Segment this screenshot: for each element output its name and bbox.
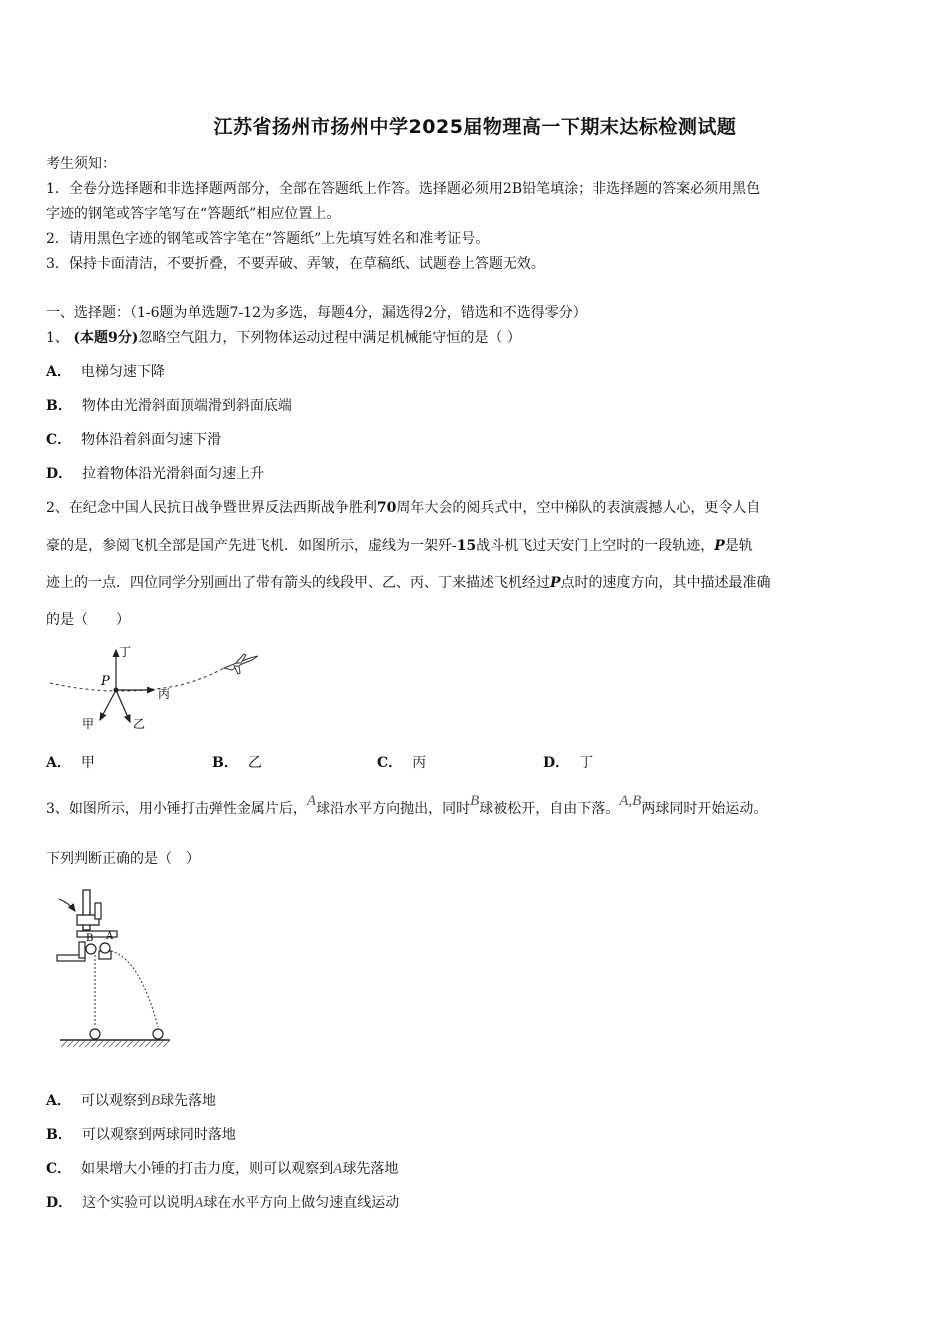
- question-3-option-c[interactable]: [46, 1158, 398, 1178]
- option-text: 丁: [579, 755, 594, 771]
- option-text: 物体沿着斜面匀速下滑: [81, 432, 222, 448]
- q3-text: 球沿水平方向抛出，同时: [316, 801, 471, 817]
- projectile-path: [111, 951, 158, 1027]
- option-letter: A．: [46, 364, 71, 380]
- q2-text: 点时的速度方向，其中描述最准确: [560, 575, 771, 591]
- label-bing: 丙: [158, 687, 171, 701]
- question-2-line-4: 的是（ ）: [46, 612, 130, 628]
- question-2-option-a[interactable]: [46, 752, 95, 772]
- question-3-line-2: 下列判断正确的是（ ）: [46, 851, 200, 867]
- option-text: 乙: [247, 755, 262, 771]
- page-title: 江苏省扬州市扬州中学2025届物理高一下期末达标检测试题: [213, 116, 737, 138]
- option-text: 拉着物体沿光滑斜面匀速上升: [82, 466, 265, 482]
- hammer-grip: [95, 903, 101, 919]
- q2-point-label: P: [714, 538, 725, 554]
- question-2-line-1: [46, 497, 760, 517]
- question-3-line-1: [46, 793, 768, 818]
- stand-post: [79, 942, 85, 958]
- label-b: B: [86, 933, 94, 944]
- label-p: P: [101, 674, 110, 689]
- option-text: 这个实验可以说明: [82, 1195, 195, 1211]
- jet-icon: [224, 654, 258, 674]
- option-letter: D．: [46, 1195, 73, 1211]
- q2-number: 70: [376, 500, 397, 516]
- question-3-option-a[interactable]: [46, 1090, 216, 1110]
- notice-item-3: 3．保持卡面清洁，不要折叠，不要弄破、弄皱，在草稿纸、试题卷上答题无效。: [46, 256, 545, 272]
- arrow-jia: [100, 690, 116, 720]
- option-text: 球在水平方向上做匀速直线运动: [203, 1195, 400, 1211]
- question-1-score: (本题9分): [73, 330, 139, 346]
- q2-text: 2、在纪念中国人民抗日战争暨世界反法西斯战争胜利: [46, 500, 377, 516]
- ball-b-landed: [90, 1029, 100, 1039]
- option-symbol: A: [194, 1195, 204, 1211]
- question-2-line-3: [46, 572, 771, 592]
- option-symbol: A: [333, 1161, 343, 1177]
- ball-a-landed: [153, 1029, 163, 1039]
- q3-text: 两球同时开始运动。: [641, 801, 768, 817]
- option-symbol: B: [150, 1093, 161, 1109]
- ball-b: [86, 944, 96, 954]
- q2-point-label: P: [550, 575, 561, 591]
- ground-hatch: [61, 1040, 170, 1047]
- question-2-option-d[interactable]: [543, 752, 593, 772]
- question-1-option-d[interactable]: [46, 463, 264, 483]
- q3-symbol-ab: A,B: [619, 793, 642, 809]
- trajectory-figure: [46, 640, 261, 740]
- option-letter: D．: [543, 755, 570, 771]
- option-letter: B．: [46, 1127, 72, 1143]
- strike-arrow: [59, 899, 75, 911]
- question-2-line-2: [46, 535, 753, 555]
- option-text: 可以观察到两球同时落地: [81, 1127, 236, 1143]
- notice-item-2: 2．请用黑色字迹的钢笔或答字笔在“答题纸”上先填写姓名和准考证号。: [46, 231, 490, 247]
- label-a: A: [106, 931, 114, 942]
- option-text: 丙: [412, 755, 427, 771]
- question-2-option-b[interactable]: [212, 752, 262, 772]
- question-3-option-d[interactable]: [46, 1192, 399, 1212]
- question-2-option-c[interactable]: [377, 752, 426, 772]
- option-letter: D．: [46, 466, 73, 482]
- option-text: 电梯匀速下降: [80, 364, 165, 380]
- notice-heading: 考生须知：: [46, 156, 116, 172]
- notice-item-1: 1．全卷分选择题和非选择题两部分，全部在答题纸上作答。选择题必须用2B铅笔填涂；非选择题的答案必须用黑色: [46, 181, 761, 197]
- q3-symbol-a: A: [306, 793, 317, 809]
- option-text: 如果增大小锤的打击力度，则可以观察到: [81, 1161, 334, 1177]
- question-1-option-c[interactable]: [46, 429, 221, 449]
- q3-text: 球被松开，自由下落。: [479, 801, 620, 817]
- label-ding: 丁: [119, 645, 132, 659]
- option-letter: C．: [46, 1161, 72, 1177]
- label-yi: 乙: [133, 717, 146, 731]
- q2-text: 迹上的一点．四位同学分别画出了带有箭头的线段甲、乙、丙、丁来描述飞机经过: [46, 575, 550, 591]
- q3-symbol-b: B: [470, 793, 480, 809]
- option-text: 物体由光滑斜面顶端滑到斜面底端: [81, 398, 292, 414]
- question-1-number: 1、: [46, 330, 69, 346]
- option-letter: B．: [212, 755, 238, 771]
- arrow-yi: [116, 690, 130, 722]
- option-text: 甲: [80, 755, 95, 771]
- section-heading: 一、选择题：（1-6题为单选题7-12为多选，每题4分，漏选得2分，错选和不选得零分）: [46, 305, 587, 321]
- q2-number: 15: [456, 538, 477, 554]
- option-letter: C．: [377, 755, 403, 771]
- q2-text: 周年大会的阅兵式中，空中梯队的表演震撼人心，更令人自: [396, 500, 761, 516]
- question-1-option-a[interactable]: [46, 361, 165, 381]
- notice-item-1-cont: 字迹的钢笔或答字笔写在“答题纸”相应位置上。: [46, 206, 341, 222]
- q2-text: 战斗机飞过天安门上空时的一段轨迹，: [476, 538, 715, 554]
- option-letter: C．: [46, 432, 72, 448]
- question-1-text: 忽略空气阻力，下列物体运动过程中满足机械能守恒的是（ ）: [138, 330, 521, 346]
- option-letter: B．: [46, 398, 72, 414]
- label-jia: 甲: [82, 717, 95, 731]
- question-3-option-b[interactable]: [46, 1124, 236, 1144]
- question-1-option-b[interactable]: [46, 395, 292, 415]
- hammer-experiment-figure: [55, 885, 175, 1055]
- q3-text: 3、如图所示，用小锤打击弹性金属片后，: [46, 801, 307, 817]
- option-letter: A．: [46, 755, 71, 771]
- q2-text: 是轨: [724, 538, 753, 554]
- q2-text: 豪的是，参阅飞机全部是国产先进飞机．如图所示，虚线为一架歼-: [46, 538, 457, 554]
- ball-a: [100, 943, 110, 953]
- trajectory-dashed-line: [50, 668, 224, 691]
- option-text: 球先落地: [160, 1093, 217, 1109]
- option-letter: A．: [46, 1093, 71, 1109]
- option-text: 球先落地: [342, 1161, 399, 1177]
- option-text: 可以观察到: [80, 1093, 151, 1109]
- question-1-stem: [46, 327, 521, 347]
